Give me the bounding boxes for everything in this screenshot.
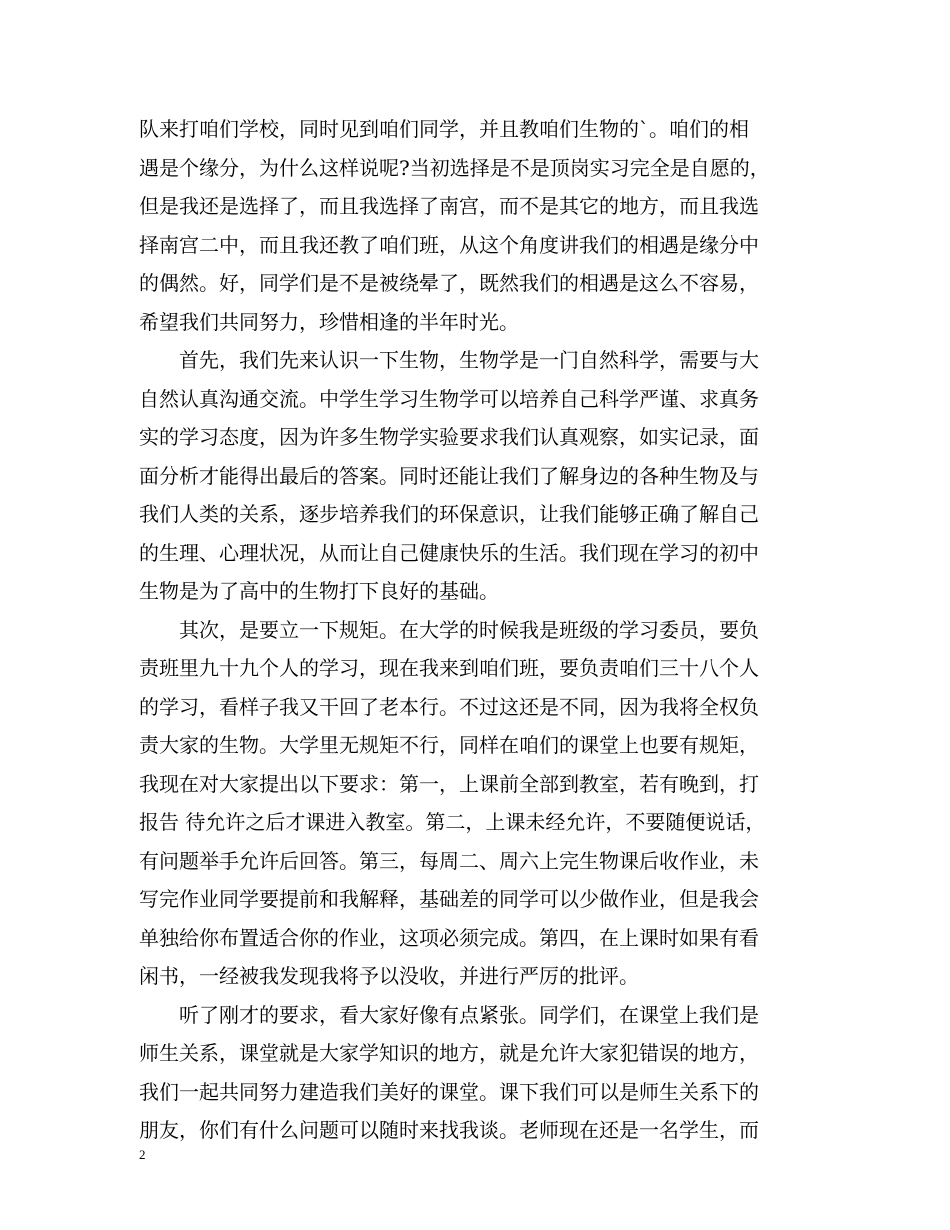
text-line: 我现在对大家提出以下要求：第一，上课前全部到教室，若有晚到，打 — [139, 771, 759, 796]
text-line: 但是我还是选择了，而且我选择了南宫，而不是其它的地方，而且我选 — [139, 194, 759, 218]
text-line: 面分析才能得出最后的答案。同时还能让我们了解身边的各种生物及与 — [139, 463, 759, 488]
text-line: 师生关系，课堂就是大家学知识的地方，就是允许大家犯错误的地方， — [139, 1041, 759, 1065]
text-line: 遇是个缘分，为什么这样说呢?当初选择是不是顶岗实习完全是自愿的， — [139, 155, 770, 180]
text-line: 择南宫二中，而且我还教了咱们班，从这个角度讲我们的相遇是缘分中 — [139, 232, 759, 257]
text-line: 写完作业同学要提前和我解释，基础差的同学可以少做作业，但是我会 — [139, 887, 759, 911]
text-line: 闲书，一经被我发现我将予以没收，并进行严厉的批评。 — [139, 964, 639, 988]
text-line: 其次，是要立一下规矩。在大学的时候我是班级的学习委员，要负 — [139, 617, 759, 642]
text-line: 报告 待允许之后才课进入教室。第二，上课未经允许，不要随便说话， — [139, 810, 766, 834]
text-line: 队来打咱们学校，同时见到咱们同学，并且教咱们生物的`。咱们的相 — [139, 117, 749, 141]
text-line: 单独给你布置适合你的作业，这项必须完成。第四，在上课时如果有看 — [139, 925, 759, 950]
text-line: 的学习，看样子我又干回了老本行。不过这还是不同，因为我将全权负 — [139, 694, 759, 719]
text-line: 自然认真沟通交流。中学生学习生物学可以培养自己科学严谨、求真务 — [139, 386, 759, 411]
text-line: 有问题举手允许后回答。第三，每周二、周六上完生物课后收作业，未 — [139, 848, 759, 873]
page-number: 2 — [139, 1147, 146, 1162]
text-line: 听了刚才的要求，看大家好像有点紧张。同学们，在课堂上我们是 — [139, 1002, 759, 1027]
text-line: 的偶然。好，同学们是不是被绕晕了，既然我们的相遇是这么不容易， — [139, 271, 759, 295]
text-line: 首先，我们先来认识一下生物，生物学是一门自然科学，需要与大 — [139, 348, 759, 372]
text-line: 生物是为了高中的生物打下良好的基础。 — [139, 579, 499, 603]
text-line: 希望我们共同努力，珍惜相逢的半年时光。 — [139, 309, 519, 334]
text-line: 实的学习态度，因为许多生物学实验要求我们认真观察，如实记录，面 — [139, 425, 759, 449]
text-line: 我们人类的关系，逐步培养我们的环保意识，让我们能够正确了解自己 — [139, 502, 759, 526]
text-line: 我们一起共同努力建造我们美好的课堂。课下我们可以是师生关系下的 — [139, 1079, 759, 1104]
text-line: 责大家的生物。大学里无规矩不行，同样在咱们的课堂上也要有规矩， — [139, 733, 759, 757]
text-line: 责班里九十九个人的学习，现在我来到咱们班，要负责咱们三十八个人 — [139, 656, 759, 680]
text-line: 朋友，你们有什么问题可以随时来找我谈。老师现在还是一名学生，而 — [139, 1118, 759, 1142]
text-line: 的生理、心理状况，从而让自己健康快乐的生活。我们现在学习的初中 — [139, 540, 759, 565]
document-body — [139, 110, 819, 1150]
